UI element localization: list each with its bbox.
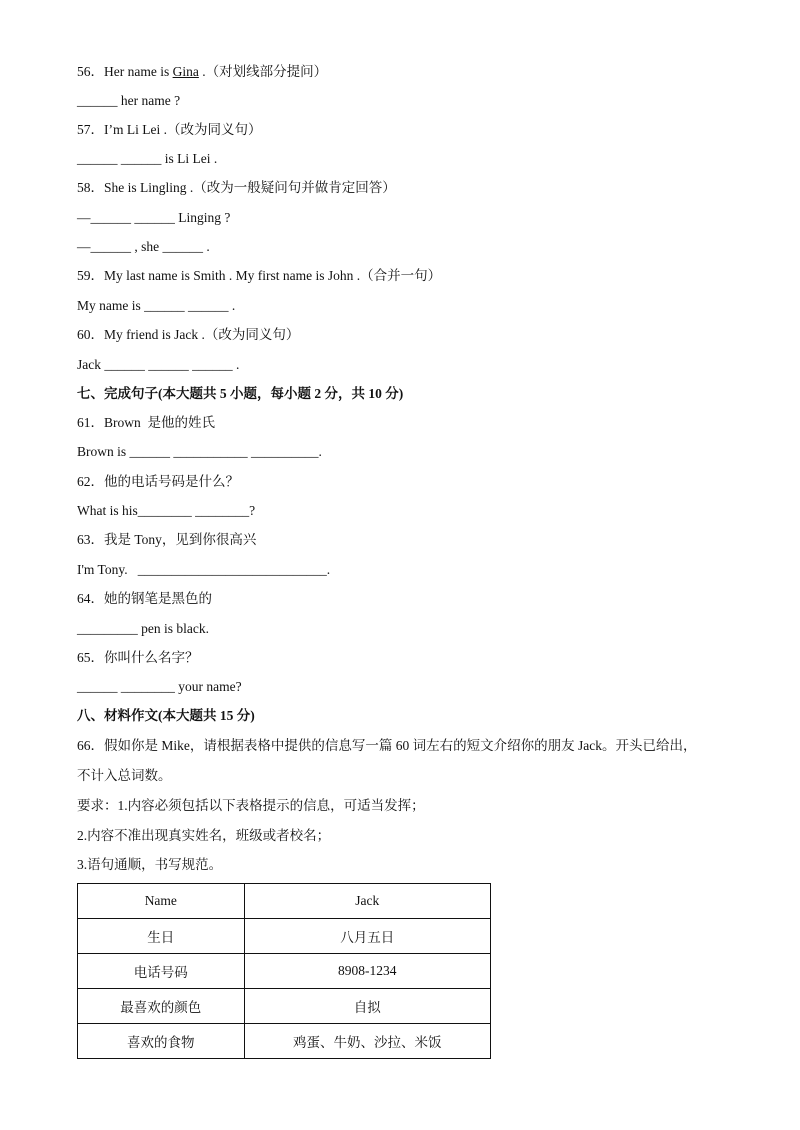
requirement-1: 要求：1.内容必须包括以下表格提示的信息，可适当发挥； (77, 798, 425, 813)
answer-65: ______ ________ your name? (77, 679, 242, 694)
answer-63: I'm Tony. ____________________________. (77, 562, 331, 577)
section-8-heading: 八、材料作文(本大题共 15 分) (77, 708, 255, 723)
answer-56: ______ her name ? (77, 93, 181, 108)
question-63: 63．我是 Tony，见到你很高兴 (77, 532, 257, 547)
table-row (78, 989, 491, 1024)
answer-64: _________ pen is black. (77, 621, 209, 636)
question-62: 62．他的电话号码是什么？ (77, 474, 239, 489)
question-58: 58．She is Lingling .（改为一般疑问句并做肯定回答） (77, 180, 396, 195)
question-56-underlined-word: Gina (172, 64, 199, 79)
answer-61: Brown is ______ ___________ __________. (77, 444, 322, 459)
answer-59: My name is ______ ______ . (77, 298, 236, 313)
question-64: 64．她的钢笔是黑色的 (77, 591, 212, 606)
table-row (78, 919, 491, 954)
info-table (77, 883, 491, 1059)
section-7-heading: 七、完成句子(本大题共 5 小题，每小题 2 分，共 10 分) (77, 386, 404, 401)
question-66-line-1: 66．假如你是 Mike，请根据表格中提供的信息写一篇 60 词左右的短文介绍你的朋友 Jack。开头已给出， (77, 738, 697, 753)
requirement-2: 2.内容不准出现真实姓名，班级或者校名； (77, 828, 331, 843)
table-label-cell: 电话号码 (78, 954, 245, 989)
question-65: 65．你叫什么名字？ (77, 650, 199, 665)
question-59: 59．My last name is Smith . My first name is John .（合并一句） (77, 268, 442, 283)
table-row (78, 1024, 491, 1059)
question-56-prefix: 56．Her name is (77, 64, 173, 79)
table-label-cell: 生日 (78, 919, 245, 954)
question-60: 60．My friend is Jack .（改为同义句） (77, 327, 300, 342)
answer-60: Jack ______ ______ ______ . (77, 357, 240, 372)
question-56-suffix: .（对划线部分提问） (198, 64, 328, 79)
requirement-3: 3.语句通顺，书写规范。 (77, 857, 223, 872)
table-value-cell: 8908-1234 (244, 954, 490, 989)
table-label-cell: Name (78, 884, 245, 919)
answer-62: What is his________ ________? (77, 503, 256, 518)
table-value-cell: Jack (244, 884, 490, 919)
question-56 (77, 64, 327, 80)
table-value-cell: 自拟 (244, 989, 490, 1024)
answer-57: ______ ______ is Li Lei . (77, 151, 218, 166)
table-label-cell: 最喜欢的颜色 (78, 989, 245, 1024)
table-label-cell: 喜欢的食物 (78, 1024, 245, 1059)
answer-58-line-1: —______ ______ Linging ? (77, 210, 231, 225)
table-row (78, 884, 491, 919)
question-57: 57．I’m Li Lei .（改为同义句） (77, 122, 262, 137)
table-row (78, 954, 491, 989)
answer-58-line-2: —______ , she ______ . (77, 239, 210, 254)
question-66-line-2: 不计入总词数。 (77, 768, 172, 783)
question-61: 61．Brown 是他的姓氏 (77, 415, 215, 430)
table-value-cell: 八月五日 (244, 919, 490, 954)
table-value-cell: 鸡蛋、牛奶、沙拉、米饭 (244, 1024, 490, 1059)
